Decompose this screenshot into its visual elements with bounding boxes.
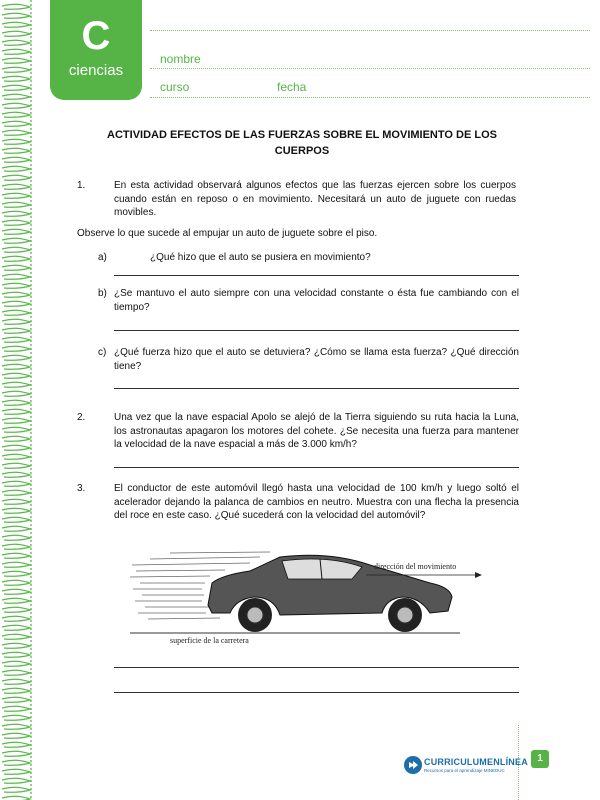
sub-c-text: ¿Qué fuerza hizo que el auto se detuviera? ¿Cómo se llama esta fuerza? ¿Qué dirección tiene? <box>114 347 519 372</box>
subject-letter: C <box>81 14 111 58</box>
answer-line-a <box>114 275 519 276</box>
name-label: nombre <box>160 52 201 66</box>
direction-arrow <box>475 572 482 578</box>
answer-line-3b <box>114 692 519 693</box>
surface-label: superficie de la carretera <box>170 636 249 645</box>
name-line <box>150 68 590 69</box>
sub-b-text: ¿Se mantuvo el auto siempre con una velocidad constante o ésta fue cambiando con el tiempo? <box>114 288 519 313</box>
date-label: fecha <box>277 80 307 94</box>
top-line <box>150 30 590 31</box>
activity-title: ACTIVIDAD EFECTOS DE LAS FUERZAS SOBRE EL MOVIMIENTO DE LOS CUERPOS <box>107 129 497 157</box>
sub-a-letter: a) <box>98 252 107 263</box>
brand-name: CURRICULUMENLÍNEA <box>424 757 528 767</box>
page-number: 1 <box>531 750 549 768</box>
sub-b-letter: b) <box>98 288 107 299</box>
answer-line-2 <box>114 467 519 468</box>
answer-line-c <box>114 388 519 389</box>
spiral-binding-decoration <box>0 0 46 800</box>
answer-line-3a <box>114 667 519 668</box>
brand-subtitle: Recursos para el aprendizaje MINEDUC <box>424 768 505 773</box>
answer-line-b <box>114 330 519 331</box>
curriculum-logo-icon <box>404 756 422 774</box>
course-date-line <box>150 97 590 98</box>
instruction-text: Observe lo que sucede al empujar un auto de juguete sobre el piso. <box>77 228 378 239</box>
sub-a-text: ¿Qué hizo que el auto se pusiera en movimiento? <box>150 252 371 263</box>
q1-text: En esta actividad observará algunos efectos que las fuerzas ejercen sobre los cuerpos cuando están en reposo o en movimiento. Necesitará un auto de juguete con ruedas movibles. <box>114 180 516 218</box>
q1-number: 1. <box>77 180 86 191</box>
sub-c-letter: c) <box>98 347 107 358</box>
q3-number: 3. <box>77 483 86 494</box>
grade-label: 7º básico <box>69 84 123 99</box>
q2-number: 2. <box>77 412 86 423</box>
q2-text: Una vez que la nave espacial Apolo se alejó de la Tierra siguiendo su ruta hacia la Luna, los astronautas apagaron los motores del cohete. ¿Se necesita una fuerza para mantener la velocidad de la nave espacial a más de 3.000 km/h? <box>114 412 519 450</box>
q3-text: El conductor de este automóvil llegó hasta una velocidad de 100 km/h y luego soltó el acelerador dejando la palanca de cambios en neutro. Muestra con una flecha la presencia del roce en este caso. ¿Qué sucederá con la velocidad del automóvil? <box>114 483 519 521</box>
car-illustration <box>130 545 490 645</box>
subject-name: ciencias <box>68 62 124 79</box>
course-label: curso <box>160 80 190 94</box>
direction-label: dirección del movimiento <box>374 562 457 571</box>
